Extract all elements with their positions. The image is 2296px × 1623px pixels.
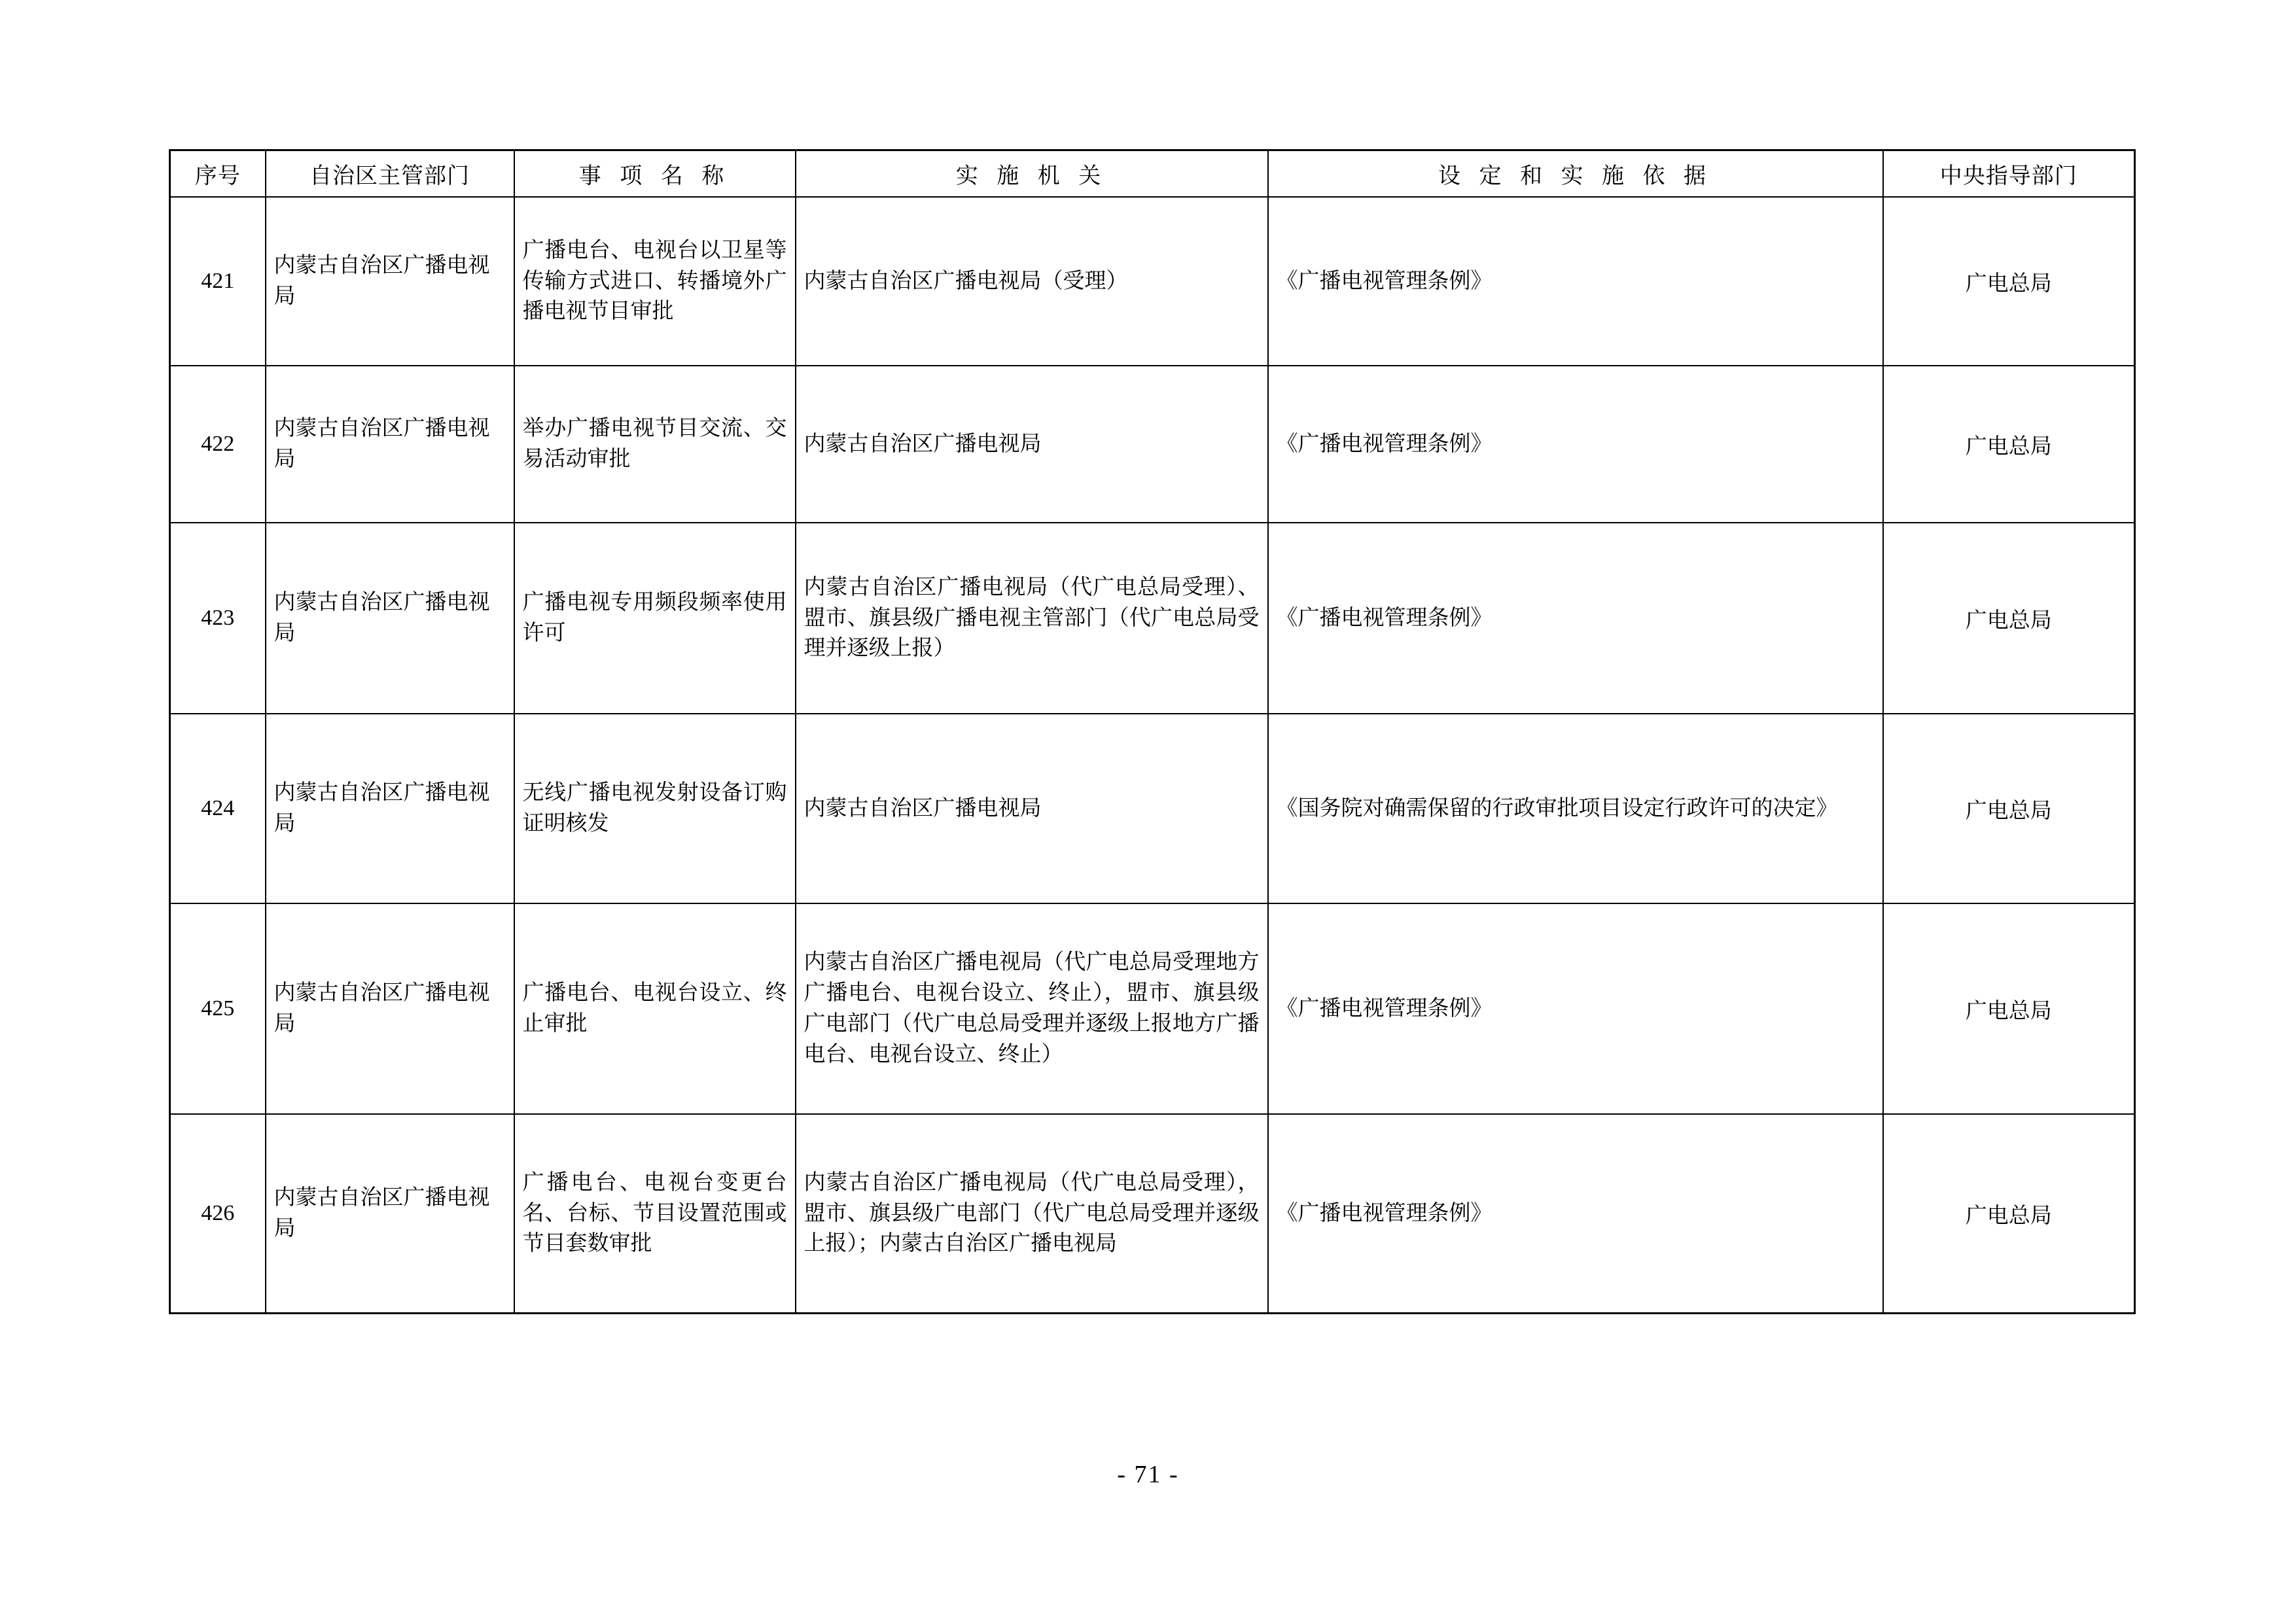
table-row bbox=[170, 1114, 2135, 1314]
row-basis: 《广播电视管理条例》 bbox=[1268, 903, 1883, 1114]
row-central-department: 广电总局 bbox=[1883, 366, 2135, 523]
row-central-department: 广电总局 bbox=[1883, 903, 2135, 1114]
row-item-name: 广播电台、电视台变更台名、台标、节目设置范围或节目套数审批 bbox=[514, 1114, 796, 1314]
row-basis: 《广播电视管理条例》 bbox=[1268, 197, 1883, 366]
row-central-department: 广电总局 bbox=[1883, 197, 2135, 366]
row-implementing-organ: 内蒙古自治区广播电视局（代广电总局受理地方广播电台、电视台设立、终止），盟市、旗县级广电部门（代广电总局受理并逐级上报地方广播电台、电视台设立、终止） bbox=[796, 903, 1268, 1114]
row-item-name: 广播电台、电视台以卫星等传输方式进口、转播境外广播电视节目审批 bbox=[514, 197, 796, 366]
row-implementing-organ: 内蒙古自治区广播电视局（代广电总局受理）、盟市、旗县级广播电视主管部门（代广电总局受理并逐级上报） bbox=[796, 523, 1268, 714]
row-item-name: 广播电视专用频段频率使用许可 bbox=[514, 523, 796, 714]
approval-items-table-container bbox=[169, 149, 2134, 1314]
row-index: 424 bbox=[170, 714, 266, 903]
row-index: 421 bbox=[170, 197, 266, 366]
table-row bbox=[170, 197, 2135, 366]
column-header-department: 自治区主管部门 bbox=[266, 150, 514, 198]
row-implementing-organ: 内蒙古自治区广播电视局（代广电总局受理），盟市、旗县级广电部门（代广电总局受理并逐级上报）；内蒙古自治区广播电视局 bbox=[796, 1114, 1268, 1314]
row-index: 423 bbox=[170, 523, 266, 714]
table-row bbox=[170, 903, 2135, 1114]
row-implementing-organ: 内蒙古自治区广播电视局 bbox=[796, 714, 1268, 903]
row-index: 425 bbox=[170, 903, 266, 1114]
table-row bbox=[170, 714, 2135, 903]
row-department: 内蒙古自治区广播电视局 bbox=[266, 1114, 514, 1314]
row-basis: 《国务院对确需保留的行政审批项目设定行政许可的决定》 bbox=[1268, 714, 1883, 903]
column-header-item-name: 事 项 名 称 bbox=[514, 150, 796, 198]
row-department: 内蒙古自治区广播电视局 bbox=[266, 197, 514, 366]
approval-items-table bbox=[169, 149, 2136, 1314]
row-department: 内蒙古自治区广播电视局 bbox=[266, 903, 514, 1114]
row-item-name: 无线广播电视发射设备订购证明核发 bbox=[514, 714, 796, 903]
table-header-row bbox=[170, 150, 2135, 198]
row-implementing-organ: 内蒙古自治区广播电视局（受理） bbox=[796, 197, 1268, 366]
page-number: - 71 - bbox=[1117, 1461, 1179, 1488]
row-department: 内蒙古自治区广播电视局 bbox=[266, 714, 514, 903]
table-row bbox=[170, 523, 2135, 714]
row-implementing-organ: 内蒙古自治区广播电视局 bbox=[796, 366, 1268, 523]
row-index: 422 bbox=[170, 366, 266, 523]
column-header-index: 序号 bbox=[170, 150, 266, 198]
column-header-central-department: 中央指导部门 bbox=[1883, 150, 2135, 198]
table-row bbox=[170, 366, 2135, 523]
row-basis: 《广播电视管理条例》 bbox=[1268, 366, 1883, 523]
row-item-name: 广播电台、电视台设立、终止审批 bbox=[514, 903, 796, 1114]
row-central-department: 广电总局 bbox=[1883, 1114, 2135, 1314]
row-index: 426 bbox=[170, 1114, 266, 1314]
row-item-name: 举办广播电视节目交流、交易活动审批 bbox=[514, 366, 796, 523]
column-header-basis: 设 定 和 实 施 依 据 bbox=[1268, 150, 1883, 198]
row-basis: 《广播电视管理条例》 bbox=[1268, 1114, 1883, 1314]
row-central-department: 广电总局 bbox=[1883, 714, 2135, 903]
row-department: 内蒙古自治区广播电视局 bbox=[266, 366, 514, 523]
column-header-implementing-organ: 实 施 机 关 bbox=[796, 150, 1268, 198]
row-basis: 《广播电视管理条例》 bbox=[1268, 523, 1883, 714]
row-department: 内蒙古自治区广播电视局 bbox=[266, 523, 514, 714]
row-central-department: 广电总局 bbox=[1883, 523, 2135, 714]
